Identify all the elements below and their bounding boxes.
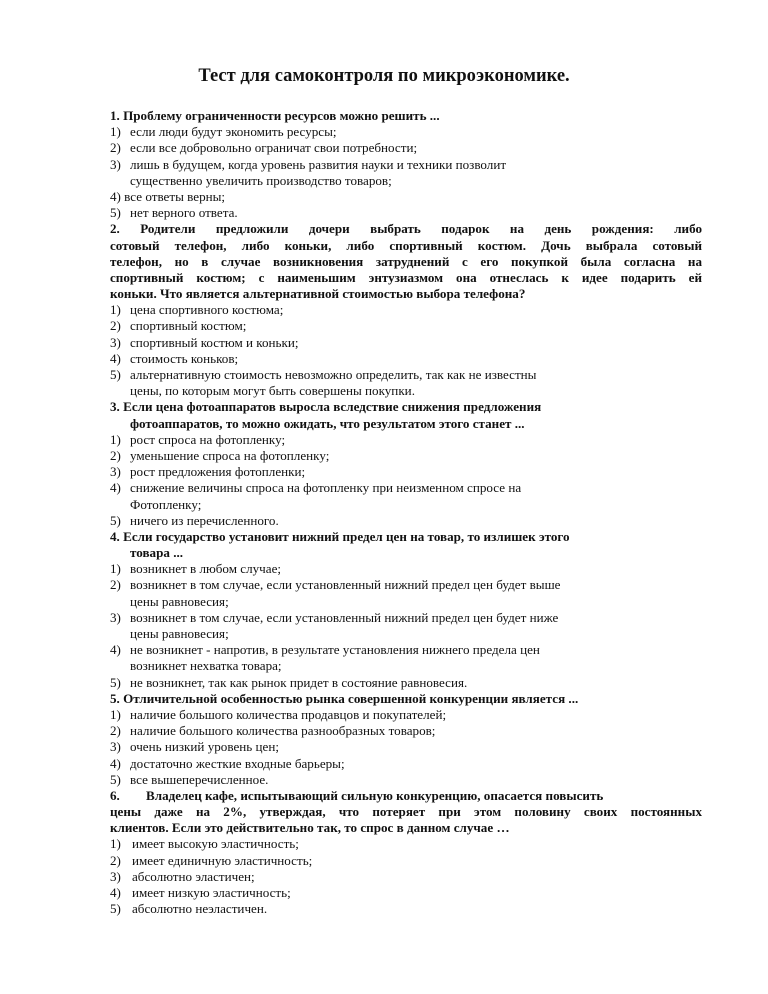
q4-answer-2-cont: цены равновесия; <box>130 593 229 609</box>
question-6-line-1 <box>110 788 702 804</box>
question-3-line-1: 3. Если цена фотоаппаратов выросла вследствие снижения предложения <box>110 399 542 415</box>
q3-answer-1 <box>110 432 702 448</box>
q1-answer-3-num: 3) <box>110 156 121 172</box>
q4-answer-3-text: возникнет в том случае, если установленный нижний предел цен будет ниже <box>130 609 559 625</box>
q6-answer-4 <box>110 885 702 901</box>
question-6-line-3: клиентов. Если это действительно так, то спрос в данном случае … <box>110 820 510 836</box>
q5-answer-3-text: очень низкий уровень цен; <box>130 739 279 755</box>
q4-answer-3 <box>110 610 702 626</box>
q3-answer-5-num: 5) <box>110 512 121 528</box>
q6-answer-2-text: имеет единичную эластичность; <box>132 852 313 868</box>
q2-answer-3-num: 3) <box>110 334 121 350</box>
q4-answer-4 <box>110 642 702 658</box>
q1-answer-4: 4) все ответы верны; <box>110 188 226 204</box>
q4-answer-2 <box>110 577 702 593</box>
q5-answer-1-text: наличие большого количества продавцов и покупателей; <box>130 706 447 722</box>
q6-answer-1-num: 1) <box>110 836 121 852</box>
q2-answer-3-text: спортивный костюм и коньки; <box>130 334 299 350</box>
q2-answer-5-text: альтернативную стоимость невозможно определить, так как не известны <box>130 367 537 382</box>
q6-answer-4-text: имеет низкую эластичность; <box>132 885 291 900</box>
q5-answer-5 <box>110 772 702 788</box>
q6-answer-3-text: абсолютно эластичен; <box>132 868 255 884</box>
q4-answer-3-cont: цены равновесия; <box>130 626 229 641</box>
question-5: 5. Отличительной особенностью рынка совершенной конкуренции является ... <box>110 690 579 706</box>
q2-answer-5 <box>110 367 702 383</box>
q1-answer-2 <box>110 140 702 156</box>
q1-answer-2-num: 2) <box>110 140 121 156</box>
q4-answer-5-num: 5) <box>110 674 121 690</box>
q2-answer-1-num: 1) <box>110 302 121 318</box>
q4-answer-1 <box>110 561 702 577</box>
q1-answer-1-num: 1) <box>110 124 121 140</box>
q5-answer-4-text: достаточно жесткие входные барьеры; <box>130 755 345 771</box>
q3-answer-1-num: 1) <box>110 431 121 447</box>
q5-answer-3-num: 3) <box>110 739 121 755</box>
q3-answer-4-text: снижение величины спроса на фотопленку при неизменном спросе на <box>130 480 522 496</box>
q4-answer-2-num: 2) <box>110 577 121 593</box>
q4-answer-4-cont: возникнет нехватка товара; <box>130 658 282 674</box>
q2-answer-4-text: стоимость коньков; <box>130 350 239 366</box>
q5-answer-5-text: все вышеперечисленное. <box>130 771 269 787</box>
q1-answer-5-num: 5) <box>110 205 121 221</box>
question-4-line-2: товара ... <box>130 545 184 561</box>
q2-answer-5-num: 5) <box>110 367 121 382</box>
q2-answer-4-num: 4) <box>110 350 121 366</box>
page-title: Тест для самоконтроля по микроэкономике. <box>198 66 570 86</box>
question-2-line-3: телефон, но в случае возникновения затруднений с его покупкой была согласна на <box>110 253 702 269</box>
q3-answer-4-cont: Фотопленку; <box>130 496 202 512</box>
q6-answer-5-num: 5) <box>110 901 121 917</box>
q4-answer-1-text: возникнет в любом случае; <box>130 561 282 577</box>
q6-answer-1-text: имеет высокую эластичность; <box>132 836 299 852</box>
q4-answer-1-num: 1) <box>110 561 121 577</box>
question-2-line-1: 2. Родители предложили дочери выбрать подарок на день рождения: либо <box>110 221 702 237</box>
q6-answer-3-num: 3) <box>110 868 121 884</box>
question-2-line-5: коньки. Что является альтернативной стоимостью выбора телефона? <box>110 286 526 302</box>
q3-answer-4 <box>110 480 702 496</box>
q5-answer-2-text: наличие большого количества разнообразных товаров; <box>130 723 436 739</box>
q1-answer-3-text: лишь в будущем, когда уровень развития науки и техники позволит <box>130 156 507 172</box>
q6-answer-2 <box>110 853 702 869</box>
q3-answer-3-text: рост предложения фотопленки; <box>130 464 306 480</box>
question-1: 1. Проблему ограниченности ресурсов можно решить ... <box>110 108 440 123</box>
q2-answer-1-text: цена спортивного костюма; <box>130 302 284 318</box>
q2-answer-5-cont: цены, по которым могут быть совершены покупки. <box>130 383 415 399</box>
q1-answer-1-text: если люди будут экономить ресурсы; <box>130 124 337 140</box>
q3-answer-2 <box>110 448 702 464</box>
q4-answer-4-num: 4) <box>110 642 121 658</box>
q5-answer-5-num: 5) <box>110 771 121 787</box>
q6-answer-5 <box>110 901 702 917</box>
q3-answer-2-text: уменьшение спроса на фотопленку; <box>130 447 330 463</box>
q1-answer-1 <box>110 124 702 140</box>
test-content <box>110 108 702 917</box>
q5-answer-4 <box>110 756 702 772</box>
q4-answer-2-text: возникнет в том случае, если установленный нижний предел цен будет выше <box>130 577 561 593</box>
q6-answer-5-text: абсолютно неэластичен. <box>132 901 268 917</box>
q1-answer-5 <box>110 205 702 221</box>
question-6-line-1-text: Владелец кафе, испытывающий сильную конкуренцию, опасается повысить <box>146 787 604 803</box>
q5-answer-1-num: 1) <box>110 706 121 722</box>
q2-answer-4 <box>110 351 702 367</box>
q4-answer-3-num: 3) <box>110 609 121 625</box>
q4-answer-5 <box>110 675 702 691</box>
q4-answer-5-text: не возникнет, так как рынок придет в состояние равновесия. <box>130 674 468 690</box>
q2-answer-3 <box>110 335 702 351</box>
q3-answer-3-num: 3) <box>110 464 121 480</box>
q3-answer-5-text: ничего из перечисленного. <box>130 512 279 528</box>
q6-answer-3 <box>110 869 702 885</box>
question-3-line-2: фотоаппаратов, то можно ожидать, что результатом этого станет ... <box>130 415 525 431</box>
q3-answer-5 <box>110 513 702 529</box>
q1-answer-3 <box>110 157 702 173</box>
q6-answer-1 <box>110 836 702 852</box>
q1-answer-2-text: если все добровольно ограничат свои потребности; <box>130 140 418 156</box>
q2-answer-1 <box>110 302 702 318</box>
question-4-line-1: 4. Если государство установит нижний предел цен на товар, то излишек этого <box>110 528 570 544</box>
q5-answer-1 <box>110 707 702 723</box>
q5-answer-3 <box>110 739 702 755</box>
q1-answer-5-text: нет верного ответа. <box>130 205 238 221</box>
question-6-line-2: цены даже на 2%, утверждая, что потеряет при этом половину своих постоянных <box>110 804 702 820</box>
q2-answer-2 <box>110 318 702 334</box>
question-2-line-4: спортивный костюм; с наименьшим энтузиазмом она отнеслась к идее подарить ей <box>110 269 702 285</box>
q6-answer-2-num: 2) <box>110 852 121 868</box>
q5-answer-2-num: 2) <box>110 723 121 739</box>
question-6-number: 6. <box>110 787 120 803</box>
q3-answer-1-text: рост спроса на фотопленку; <box>130 431 286 447</box>
q2-answer-2-text: спортивный костюм; <box>130 318 247 334</box>
q5-answer-4-num: 4) <box>110 755 121 771</box>
q3-answer-3 <box>110 464 702 480</box>
question-2-line-2: сотовый телефон, либо коньки, либо спортивный костюм. Дочь выбрала сотовый <box>110 237 702 253</box>
q5-answer-2 <box>110 723 702 739</box>
q4-answer-4-text: не возникнет - напротив, в результате установления нижнего предела цен <box>130 642 540 658</box>
q1-answer-3-cont: существенно увеличить производство товаров; <box>130 172 392 188</box>
q3-answer-2-num: 2) <box>110 447 121 463</box>
q2-answer-2-num: 2) <box>110 318 121 334</box>
q3-answer-4-num: 4) <box>110 480 121 496</box>
q6-answer-4-num: 4) <box>110 885 121 900</box>
